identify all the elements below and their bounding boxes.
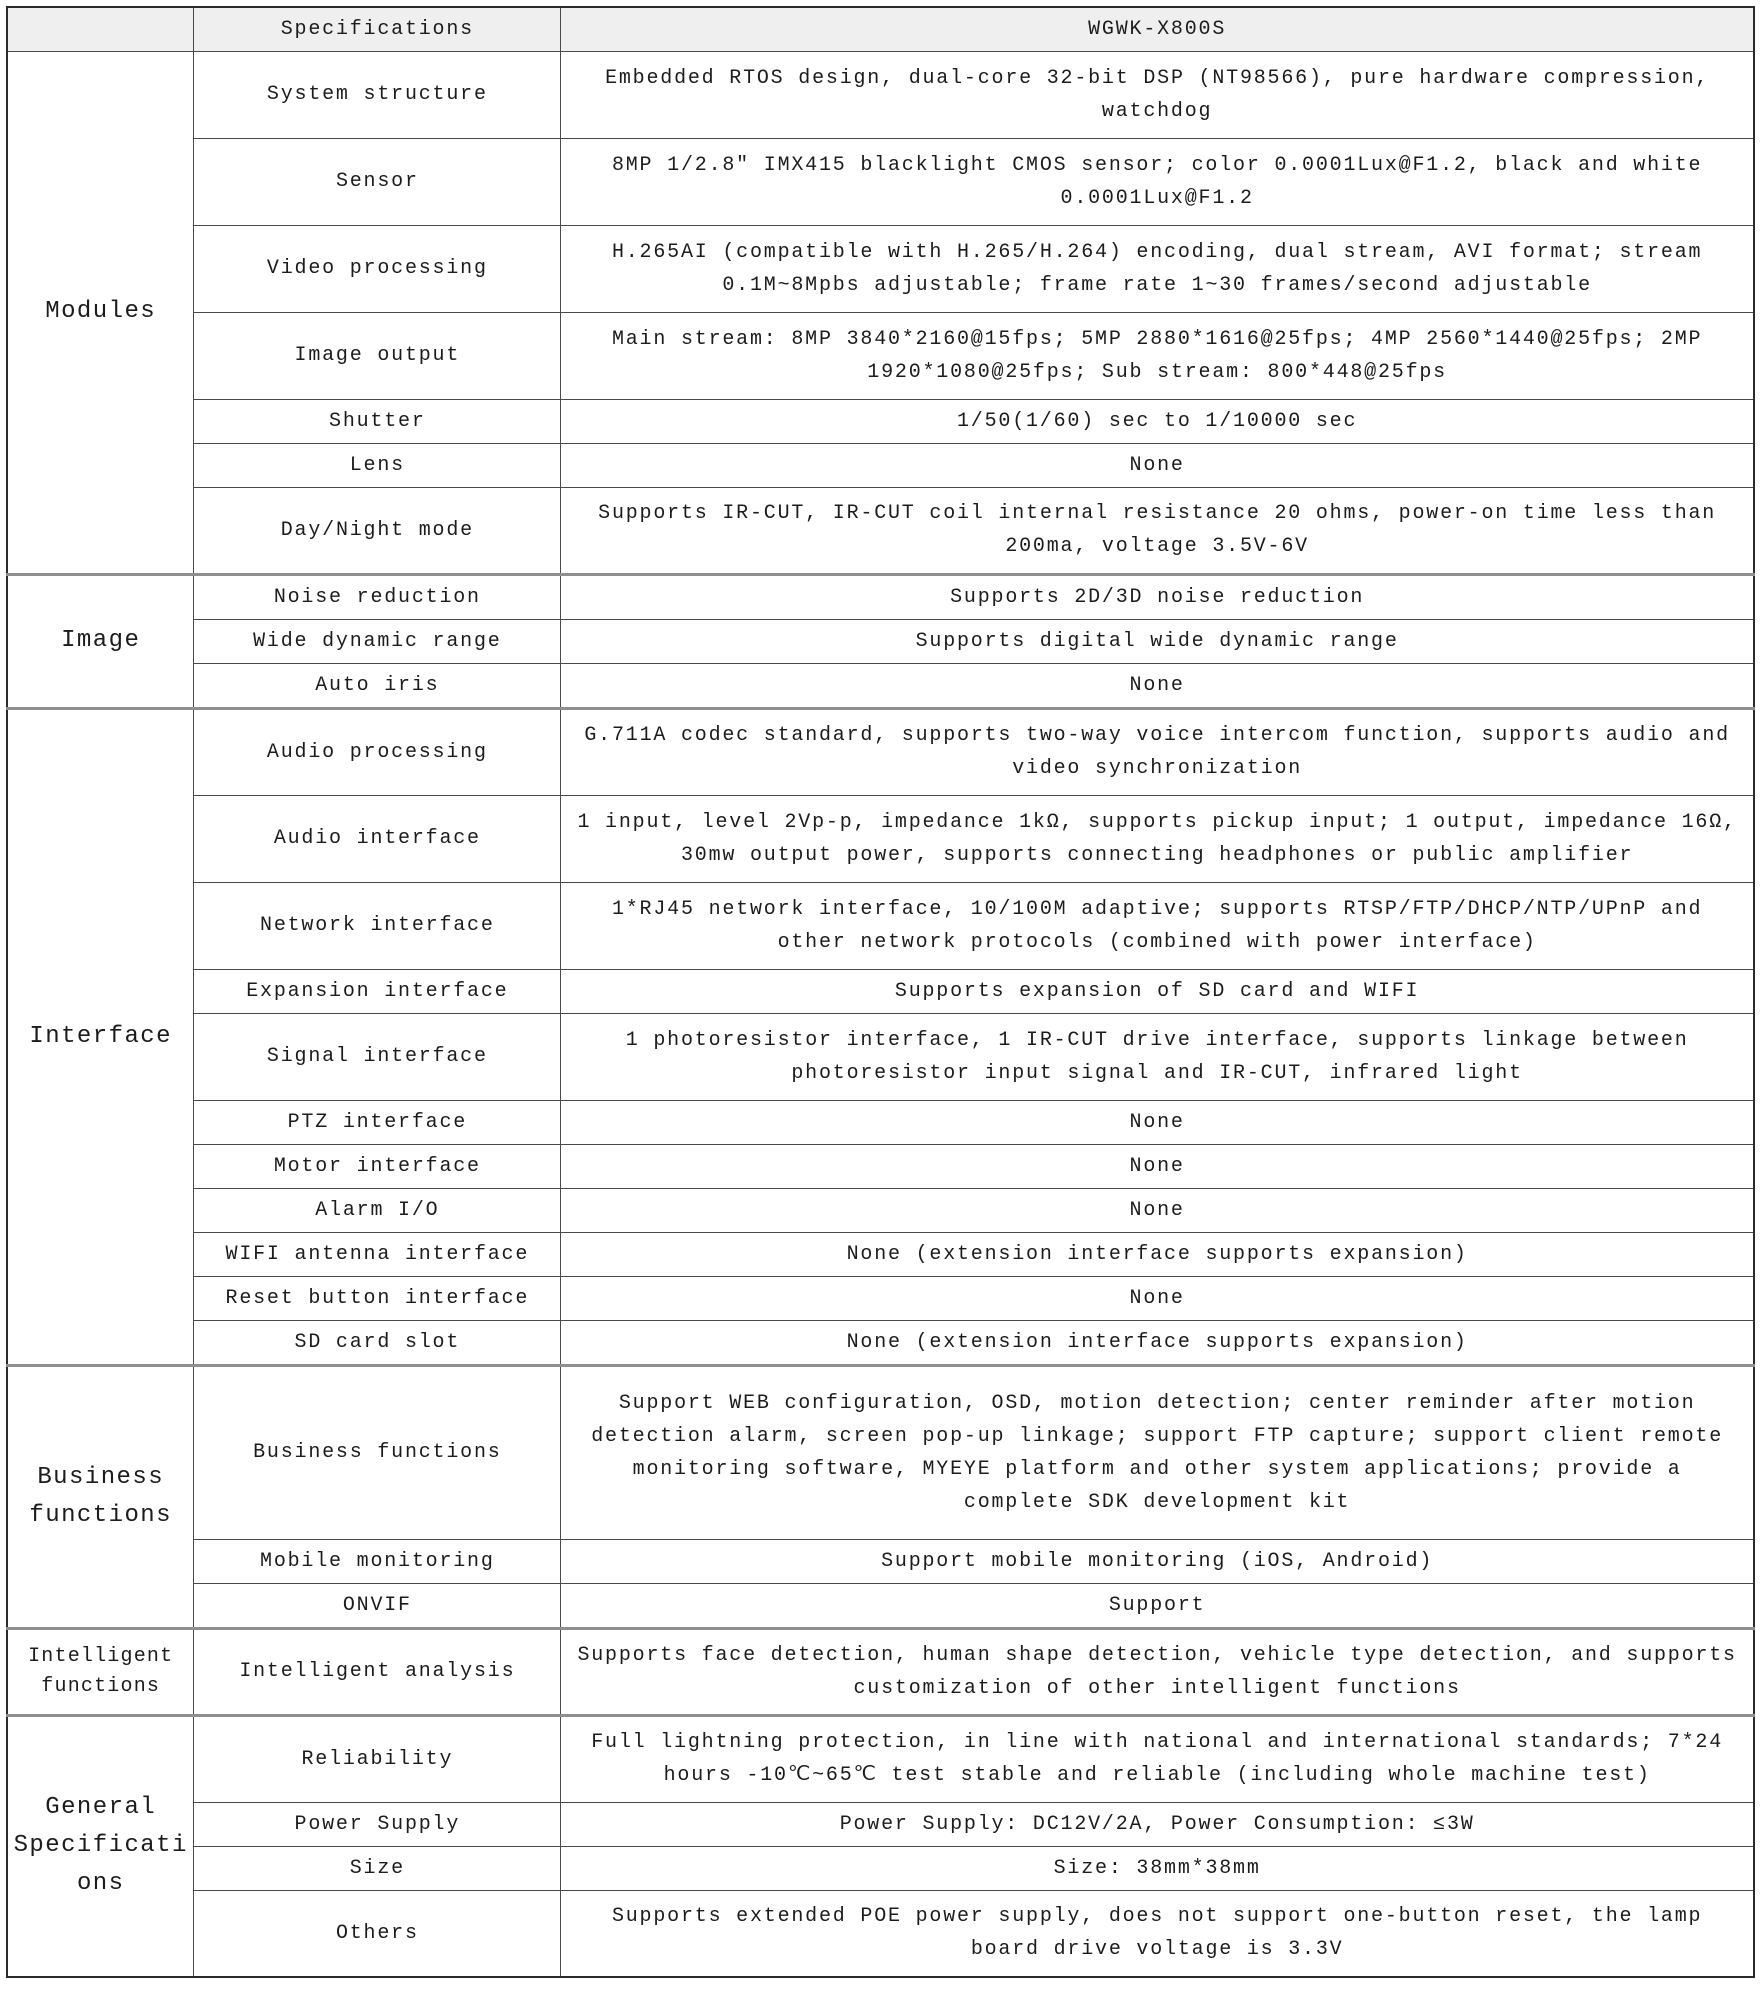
value-cell: Supports 2D/3D noise reduction xyxy=(561,574,1754,619)
header-spec-cell: Specifications xyxy=(194,7,561,51)
spec-cell: Wide dynamic range xyxy=(194,619,561,663)
spec-row xyxy=(7,1802,1754,1846)
spec-cell: Reliability xyxy=(194,1715,561,1802)
value-cell: Support WEB configuration, OSD, motion detection; center reminder after motion detection alarm, screen pop-up linkage; support FTP capture; support client remote monitoring software, MYEYE platform and other system applications; provide a complete SDK development kit xyxy=(561,1365,1754,1539)
value-cell: None xyxy=(561,443,1754,487)
spec-row xyxy=(7,51,1754,138)
value-cell: H.265AI (compatible with H.265/H.264) encoding, dual stream, AVI format; stream 0.1M~8Mpbs adjustable; frame rate 1~30 frames/second adjustable xyxy=(561,225,1754,312)
value-cell: 1 input, level 2Vp-p, impedance 1kΩ, supports pickup input; 1 output, impedance 16Ω, 30mw output power, supports connecting headphones or public amplifier xyxy=(561,795,1754,882)
spec-cell: System structure xyxy=(194,51,561,138)
value-cell: Power Supply: DC12V/2A, Power Consumption: ≤3W xyxy=(561,1802,1754,1846)
spec-cell: Motor interface xyxy=(194,1144,561,1188)
spec-cell: Video processing xyxy=(194,225,561,312)
spec-row xyxy=(7,663,1754,708)
spec-row xyxy=(7,1232,1754,1276)
spec-cell: Business functions xyxy=(194,1365,561,1539)
table-header xyxy=(7,7,1754,51)
value-cell: 8MP 1/2.8″ IMX415 blacklight CMOS sensor; color 0.0001Lux@F1.2, black and white 0.0001Lux@F1.2 xyxy=(561,138,1754,225)
spec-row xyxy=(7,795,1754,882)
spec-row xyxy=(7,312,1754,399)
spec-cell: ONVIF xyxy=(194,1583,561,1628)
spec-cell: Day/Night mode xyxy=(194,487,561,574)
spec-row xyxy=(7,574,1754,619)
value-cell: 1/50(1/60) sec to 1/10000 sec xyxy=(561,399,1754,443)
spec-cell: Audio interface xyxy=(194,795,561,882)
value-cell: None (extension interface supports expansion) xyxy=(561,1232,1754,1276)
spec-cell: PTZ interface xyxy=(194,1100,561,1144)
spec-row xyxy=(7,487,1754,574)
spec-cell: Mobile monitoring xyxy=(194,1539,561,1583)
spec-row xyxy=(7,1628,1754,1715)
value-cell: Main stream: 8MP 3840*2160@15fps; 5MP 2880*1616@25fps; 4MP 2560*1440@25fps; 2MP 1920*1080@25fps; Sub stream: 800*448@25fps xyxy=(561,312,1754,399)
spec-row xyxy=(7,1715,1754,1802)
spec-row xyxy=(7,1188,1754,1232)
spec-row xyxy=(7,1013,1754,1100)
spec-cell: SD card slot xyxy=(194,1320,561,1365)
spec-row xyxy=(7,225,1754,312)
spec-cell: Size xyxy=(194,1846,561,1890)
header-category-cell xyxy=(7,7,194,51)
value-cell: 1 photoresistor interface, 1 IR-CUT drive interface, supports linkage between photoresistor input signal and IR-CUT, infrared light xyxy=(561,1013,1754,1100)
value-cell: Full lightning protection, in line with national and international standards; 7*24 hours -10℃~65℃ test stable and reliable (including whole machine test) xyxy=(561,1715,1754,1802)
spec-cell: Expansion interface xyxy=(194,969,561,1013)
table-body xyxy=(7,51,1754,1977)
header-row xyxy=(7,7,1754,51)
value-cell: None xyxy=(561,1144,1754,1188)
value-cell: None xyxy=(561,1276,1754,1320)
value-cell: Support mobile monitoring (iOS, Android) xyxy=(561,1539,1754,1583)
spec-row xyxy=(7,1276,1754,1320)
value-cell: Support xyxy=(561,1583,1754,1628)
spec-row xyxy=(7,399,1754,443)
spec-cell: Intelligent analysis xyxy=(194,1628,561,1715)
spec-row xyxy=(7,619,1754,663)
spec-row xyxy=(7,1583,1754,1628)
spec-cell: Lens xyxy=(194,443,561,487)
spec-row xyxy=(7,443,1754,487)
spec-cell: Reset button interface xyxy=(194,1276,561,1320)
spec-row xyxy=(7,1890,1754,1977)
value-cell: G.711A codec standard, supports two-way voice intercom function, supports audio and video synchronization xyxy=(561,708,1754,795)
spec-cell: Noise reduction xyxy=(194,574,561,619)
spec-row xyxy=(7,1144,1754,1188)
value-cell: Supports IR-CUT, IR-CUT coil internal resistance 20 ohms, power-on time less than 200ma, voltage 3.5V-6V xyxy=(561,487,1754,574)
spec-cell: Alarm I/O xyxy=(194,1188,561,1232)
category-cell: Modules xyxy=(7,51,194,574)
value-cell: None (extension interface supports expansion) xyxy=(561,1320,1754,1365)
spec-row xyxy=(7,1365,1754,1539)
spec-row xyxy=(7,882,1754,969)
spec-cell: WIFI antenna interface xyxy=(194,1232,561,1276)
spec-cell: Auto iris xyxy=(194,663,561,708)
spec-cell: Shutter xyxy=(194,399,561,443)
value-cell: None xyxy=(561,1100,1754,1144)
category-cell: Intelligent functions xyxy=(7,1628,194,1715)
value-cell: Supports face detection, human shape detection, vehicle type detection, and supports customization of other intelligent functions xyxy=(561,1628,1754,1715)
spec-row xyxy=(7,1539,1754,1583)
spec-row xyxy=(7,708,1754,795)
value-cell: Supports extended POE power supply, does not support one-button reset, the lamp board drive voltage is 3.3V xyxy=(561,1890,1754,1977)
value-cell: None xyxy=(561,1188,1754,1232)
value-cell: 1*RJ45 network interface, 10/100M adaptive; supports RTSP/FTP/DHCP/NTP/UPnP and other network protocols (combined with power interface) xyxy=(561,882,1754,969)
spec-cell: Power Supply xyxy=(194,1802,561,1846)
value-cell: None xyxy=(561,663,1754,708)
spec-cell: Signal interface xyxy=(194,1013,561,1100)
value-cell: Size: 38mm*38mm xyxy=(561,1846,1754,1890)
spec-row xyxy=(7,969,1754,1013)
header-model-cell: WGWK-X800S xyxy=(561,7,1754,51)
value-cell: Supports digital wide dynamic range xyxy=(561,619,1754,663)
spec-row xyxy=(7,138,1754,225)
spec-cell: Others xyxy=(194,1890,561,1977)
spec-cell: Image output xyxy=(194,312,561,399)
category-cell: General Specifications xyxy=(7,1715,194,1977)
category-cell: Interface xyxy=(7,708,194,1365)
category-cell: Business functions xyxy=(7,1365,194,1628)
spec-cell: Audio processing xyxy=(194,708,561,795)
specifications-table xyxy=(6,6,1755,1978)
spec-row xyxy=(7,1100,1754,1144)
spec-row xyxy=(7,1846,1754,1890)
category-cell: Image xyxy=(7,574,194,708)
spec-cell: Sensor xyxy=(194,138,561,225)
spec-cell: Network interface xyxy=(194,882,561,969)
value-cell: Embedded RTOS design, dual-core 32-bit DSP (NT98566), pure hardware compression, watchdog xyxy=(561,51,1754,138)
spec-row xyxy=(7,1320,1754,1365)
value-cell: Supports expansion of SD card and WIFI xyxy=(561,969,1754,1013)
